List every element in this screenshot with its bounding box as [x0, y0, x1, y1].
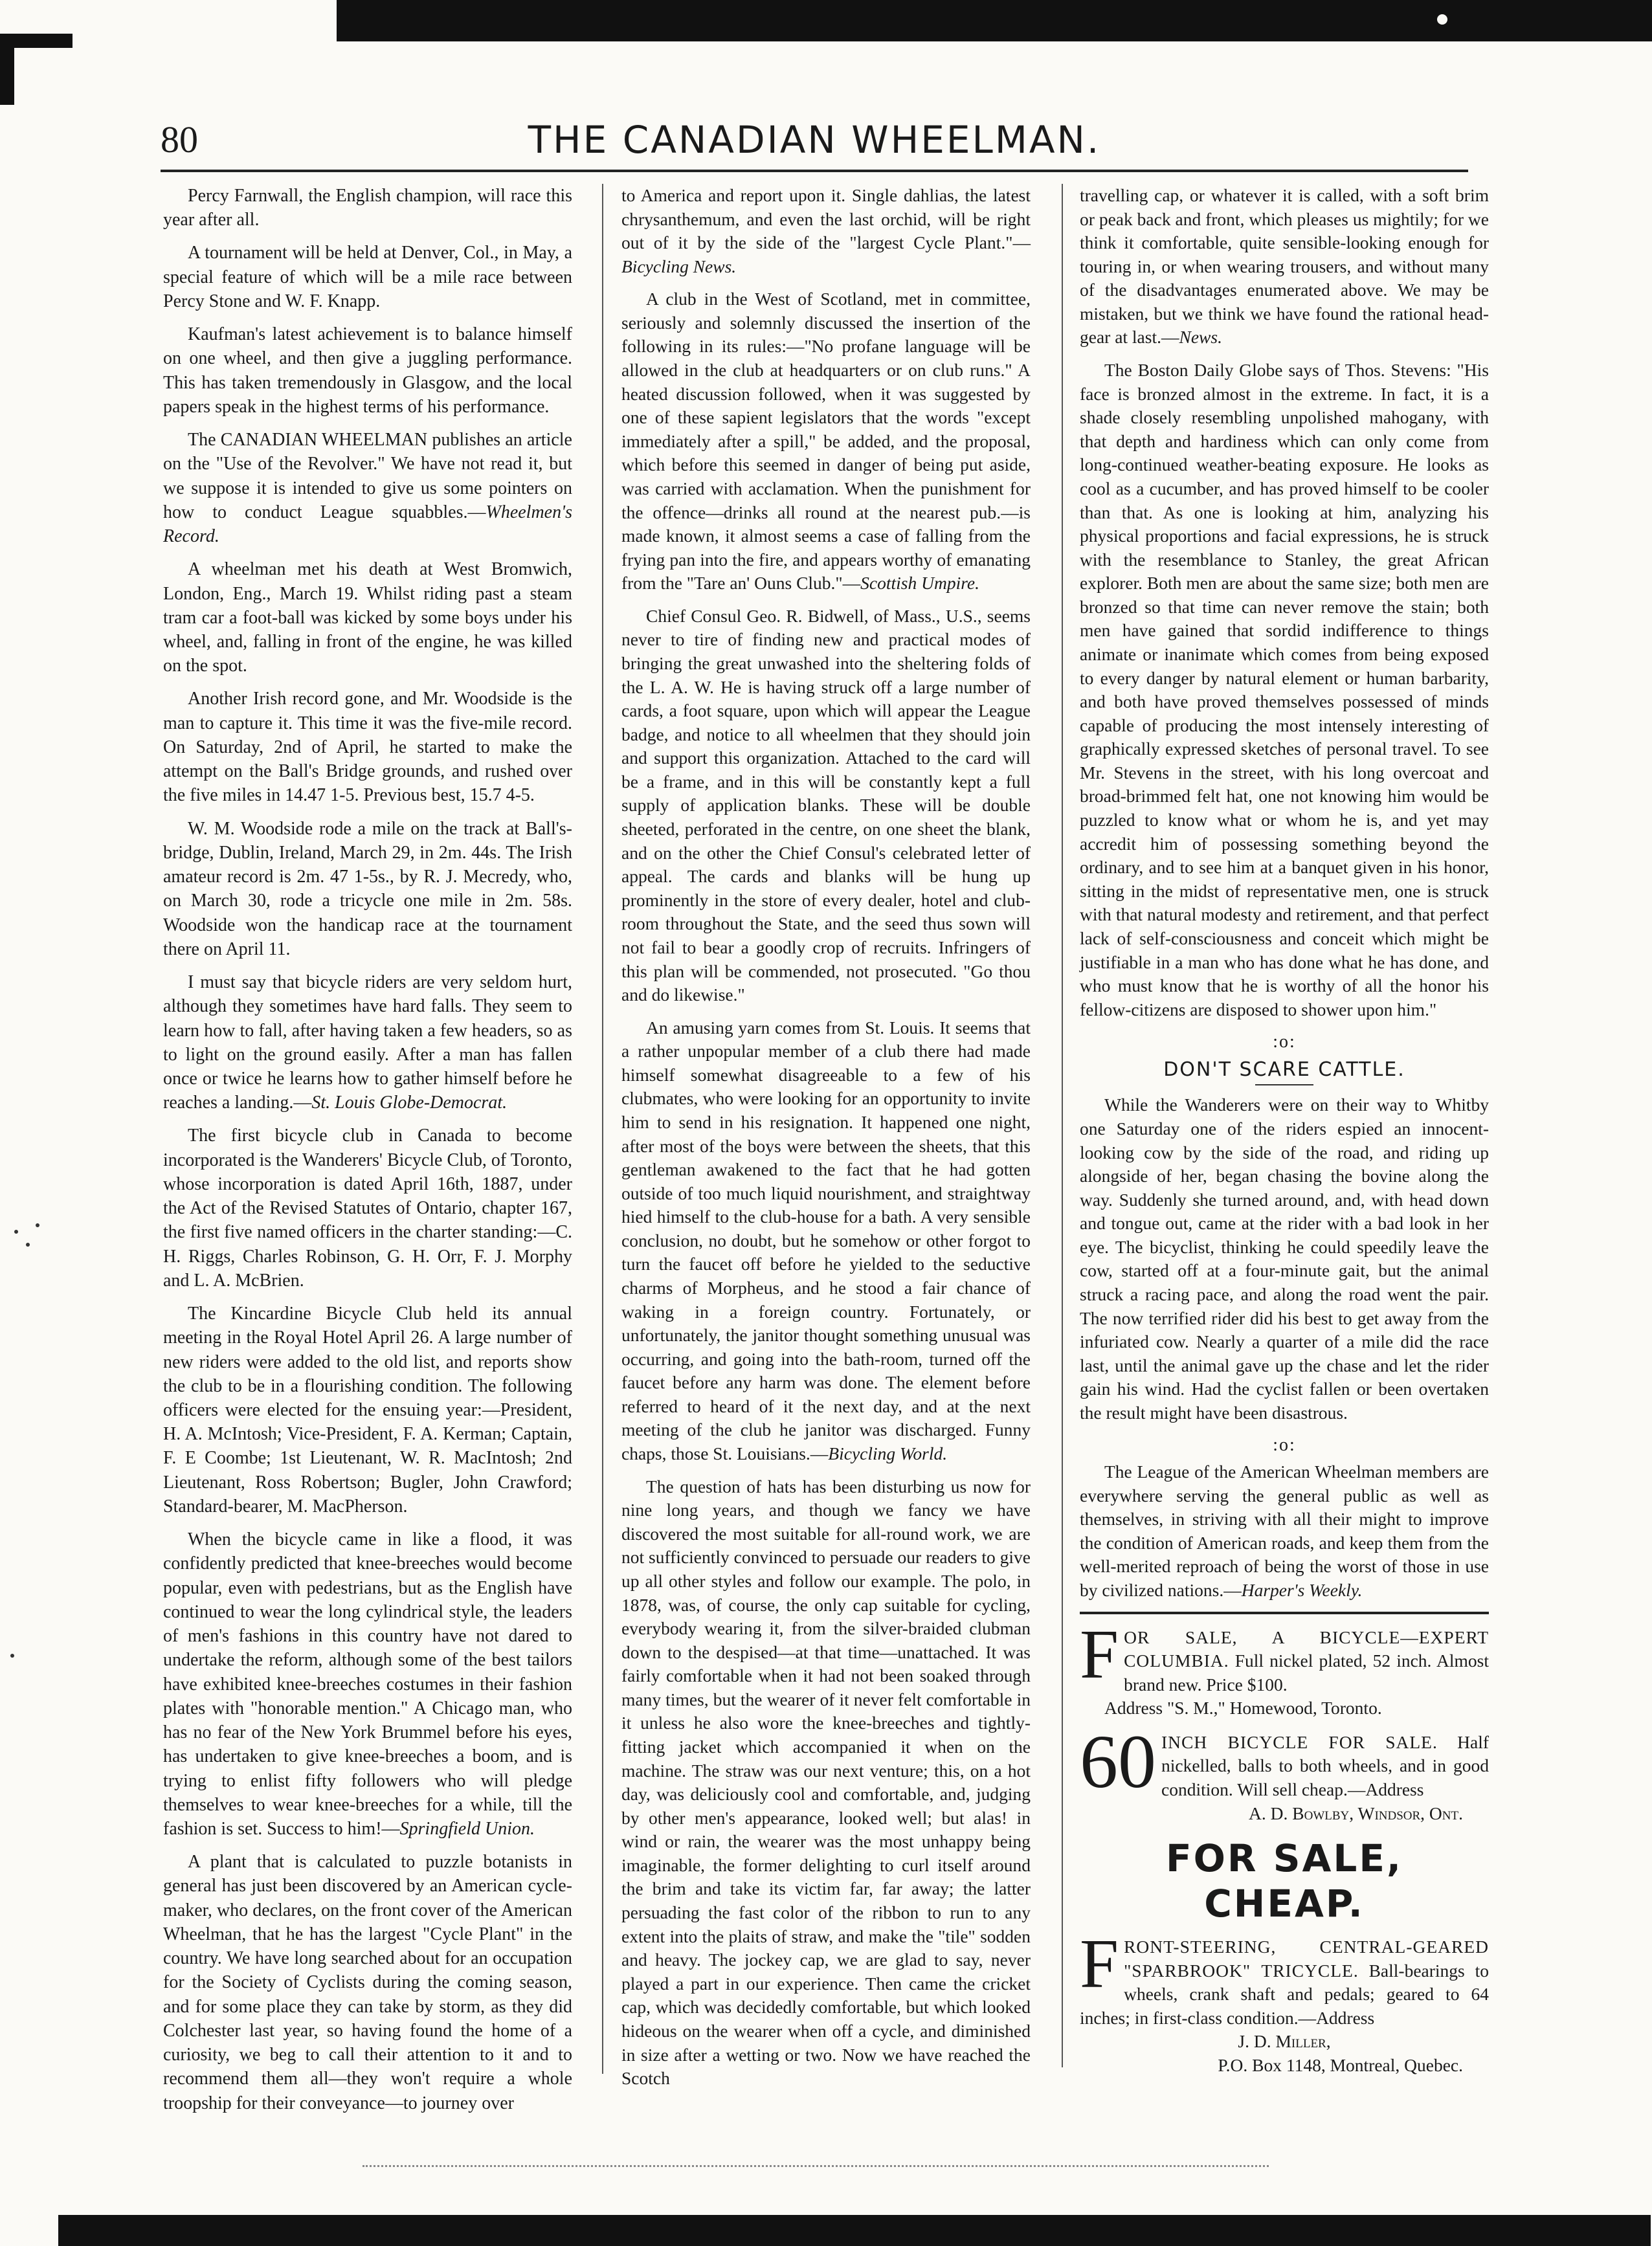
- ad-body: Half nickelled, balls to both wheels, and in good condition. Will sell cheap.—Address: [1161, 1731, 1490, 1799]
- article-paragraph: While the Wanderers were on their way to Whitby one Saturday one of the riders espied an innocent-looking cow by the side of the road, and riding up alongside of her, began chasing the bovine along the way. Suddenly she turned around, and, with head down and tongue out, came at the rider with a bad look in her eye. The bicyclist, thinking he could speedily leave the cow, started off at a four-minute gait, but the animal struck a racing pace, and along the road went the pair. The now terrified rider did his best to get away from the infuriated cow. Nearly a quarter of a mile did the race last, until the animal gave up the chase and let the rider gain his wind. Had the cyclist fallen or been overtaken the result might have been disastrous.: [1080, 1095, 1489, 1423]
- section-title: DON'T SCARE CATTLE.: [1163, 1058, 1405, 1081]
- speck: [14, 1230, 18, 1234]
- article-paragraph: The Boston Daily Globe says of Thos. Stevens: "His face is bronzed almost in the extreme. In fact, it is a shade closely resembling unpolished mahogany, with that depth and hardiness which can only come from long-continued weather-beating exposure. He looks as cool as a cucumber, and has proved himself to be cooler than that. As one is looking at him, analyzing his physical proportions and facial expressions, he is struck with the resemblance to Stanley, the great African explorer. Both men are about the same size; both men are bronzed so that time can never remove the stain; both men have gained that sordid indifference to things animate or inanimate which comes from being exposed to every danger by natural element or human barbarity, and both have proved themselves possessed of minds capable of producing the most intensely interesting of graphically expressed sketches of personal travel. To see Mr. Stevens in the street, with his long overcoat and broad-brimmed felt hat, one not knowing him would be puzzled to know what or whom he is, and yet may accredit him of possessing something beyond the ordinary, and to see him at a banquet given in his honor, sitting in the midst of representative men, one is struck with that natural modesty and retirement, and that perfect lack of self-consciousness and conceit which might be justifiable in a man who has done what he has done, and who must know that he is worthy of all the honor his fellow-citizens are disposed to shower upon him.": [1080, 360, 1489, 1019]
- speck: [10, 1654, 14, 1658]
- speck: [26, 1243, 30, 1247]
- advertisement-rule: [1080, 1612, 1489, 1614]
- article-source: St. Louis Globe-Democrat.: [311, 1093, 508, 1113]
- column-2: [621, 184, 1031, 2100]
- drop-cap: F: [1080, 1926, 1119, 2003]
- article-paragraph: A wheelman met his death at West Bromwich, London, Eng., March 19. Whilst riding past a steam tram car a foot-ball was kicked by some boys under his wheel, and, falling in front of the engine, he was killed on the spot.: [163, 559, 572, 676]
- ad-contact-name: J. D. Miller,: [1238, 2031, 1331, 2052]
- drop-cap: 60: [1080, 1718, 1156, 1804]
- article-paragraph: travelling cap, or whatever it is called, with a soft brim or peak back and front, which pleases us mightily; for we think it comfortable, quite sensible-looking enough for touring in, or when wearing trousers, and without many of the disadvantages enumerated above. We may be mistaken, but we think we have found the rational head-gear at last.—News.: [1080, 185, 1489, 348]
- top-bar-mark: [1437, 14, 1447, 25]
- advertisement-sparbrook-tricycle: [1080, 1926, 1489, 2077]
- masthead-title: THE CANADIAN WHEELMAN.: [528, 118, 1101, 162]
- advertisement-60-inch-bicycle: [1080, 1718, 1490, 1825]
- column-3: [1080, 184, 1489, 2088]
- short-rule: [1255, 1084, 1313, 1085]
- article-paragraph: The League of the American Wheelman members are everywhere serving the general public as well as themselves, in striving with all their might to improve the condition of American roads, and keep them from the well-merited reproach of being the worst of those in use by civilized nations.—Harper's Weekly.: [1080, 1462, 1489, 1600]
- article-paragraph: W. M. Woodside rode a mile on the track at Ball's-bridge, Dublin, Ireland, March 29, in 2m. 44s. The Irish amateur record is 2m. 47 1-5s., by R. J. Mecredy, who, on March 30, rode a tricycle one mile in 2m. 58s. Woodside won the handicap race at the tournament there on April 11.: [163, 818, 572, 959]
- ad-body: Ball-bearings to wheels, crank shaft and pedals; geared to 64 inches; in first-class condition.—Address: [1080, 1960, 1489, 2028]
- ad-headline: INCH BICYCLE FOR SALE.: [1161, 1731, 1438, 1752]
- drop-cap: F: [1080, 1616, 1119, 1693]
- article-paragraph: I must say that bicycle riders are very seldom hurt, although they sometimes have hard falls. They seem to learn how to fall, after having taken a few headers, so as to light on the ground easily. After a man has fallen once or twice he learns how to gather himself before he reaches a landing.—St. Louis Globe-Democrat.: [163, 972, 572, 1113]
- article-source: Harper's Weekly.: [1241, 1579, 1363, 1600]
- article-paragraph: Another Irish record gone, and Mr. Woodside is the man to capture it. This time it was the five-mile record. On Saturday, 2nd of April, he started to make the attempt on the Ball's Bridge grounds, and rushed over the five miles in 14.47 1-5. Previous best, 15.7 4-5.: [163, 689, 572, 806]
- bottom-black-bar: [58, 2215, 1651, 2246]
- article-paragraph: A tournament will be held at Denver, Col., in May, a special feature of which will be a mile race between Percy Stone and W. F. Knapp.: [163, 243, 572, 311]
- column-divider: [1062, 184, 1063, 2067]
- article-paragraph: to America and report upon it. Single dahlias, the latest chrysanthemum, and even the last orchid, will be right out of it by the side of the "largest Cycle Plant."—Bicycling News.: [621, 185, 1031, 276]
- column-1: [163, 184, 572, 2124]
- article-source: Springfield Union.: [399, 1819, 535, 1839]
- page-header: [161, 114, 1468, 172]
- article-paragraph: The CANADIAN WHEELMAN publishes an article on the "Use of the Revolver." We have not read it, but we suppose it is intended to give us some pointers on how to conduct League squabbles.—Wheelmen's Record.: [163, 430, 572, 547]
- corner-mark-vertical: [0, 34, 14, 105]
- article-source: Bicycling News.: [621, 256, 737, 276]
- ad-headline: RONT-STEERING, CENTRAL-GEARED "SPARBROOK" TRICYCLE.: [1124, 1937, 1489, 1981]
- article-paragraph: A plant that is calculated to puzzle botanists in general has just been discovered by an American cycle-maker, who declares, on the front cover of the American Wheelman, that he has the largest "Cycle Plant" in the country. We have long searched about for an occupation for the Society of Cyclists during the coming season, and for some place they can take by storm, as they did Colchester last year, so having found the home of a curiosity, we beg to call their attention to it and to recommend them all—they won't require a whole troopship for their conveyance—to journey over: [163, 1852, 572, 2113]
- ad-body: Full nickel plated, 52 inch. Almost brand new. Price $100.: [1124, 1651, 1490, 1695]
- ad-address: P.O. Box 1148, Montreal, Quebec.: [1218, 2055, 1463, 2076]
- article-paragraph: Chief Consul Geo. R. Bidwell, of Mass., U.S., seems never to tire of finding new and practical modes of bringing the great unwashed into the sheltering folds of the L. A. W. He is having struck off a large number of cards, a foot square, upon which will appear the League badge, and notice to all wheelmen that they should join and support this organization. Attached to the card will be a frame, and in this will be constantly kept a full supply of application blanks. These will be double sheeted, perforated in the centre, on one sheet the blank, and on the other the Chief Consul's celebrated letter of appeal. The cards and blanks will be hung up prominently in the store of every dealer, hotel and club-room throughout the State, and the seed thus sown will not fail to bear a goodly crop of recruits. Infringers of this plan will be commended, not prosecuted. "Go thou and do likewise.": [621, 605, 1031, 1005]
- article-paragraph: The question of hats has been disturbing us now for nine long years, and though we fancy we have discovered the most suitable for all-round work, we are not sufficiently convinced to persuade our readers to give up all other styles and follow our example. The polo, in 1878, was, of course, the only cap suitable for cycling, everybody wearing it, from the silver-braided clubman down to the despised—at that time—unattached. It was fairly comfortable when it had not been soaked through many times, but the wearer of it never felt comfortable in it unless he also wore the knee-breeches and tightly-fitting jacket which accompanied it when on the machine. The straw was our next venture; this, on a hot day, was deliciously cool and comfortable, and, judging by other men's appearance, looked well; but alas! in wind or rain, the wearer was the most unhappy being imaginable, the former delighting to curl itself around the brim and take its victim far, far away; the latter persuading the fast color of the ribbon to run to any extent into the plaits of straw, and make the "tile" sodden and heavy. The jockey cap, we are glad to say, never played a part in our experience. Then came the cricket cap, which was decidedly comfortable, but which looked hideous on the wearer when off a cycle, and diminished in size after a wetting or two. Now we have reached the Scotch: [621, 1476, 1031, 2089]
- article-paragraph: A club in the West of Scotland, met in committee, seriously and solemnly discussed the insertion of the following in its rules:—"No profane language will be allowed in the club at headquarters or on club runs." A heated discussion followed, when it was suggested by one of these sapient legislators that the words "except immediately after a spill," be added, and the proposal, which before this seemed in danger of being put aside, was carried with acclamation. When the punishment for the offence—drinks all round at the nearest pub.—is made known, it almost seems a case of falling from the frying pan into the fire, and appears worthy of emanating from the "Tare an' Ouns Club."—Scottish Umpire.: [621, 289, 1031, 594]
- advertisement-bicycle-columbia: [1080, 1616, 1490, 1720]
- article-paragraph: The first bicycle club in Canada to become incorporated is the Wanderers' Bicycle Club, of Toronto, whose incorporation is dated April 16th, 1887, under the Act of the Revised Statutes of Ontario, chapter 167, the first five named officers in the charter standing:—C. H. Riggs, Charles Robinson, G. H. Orr, F. J. Morphy and L. A. McBrien.: [163, 1126, 572, 1291]
- header-rule: [161, 170, 1468, 172]
- speck: [36, 1223, 39, 1227]
- for-sale-heading: FOR SALE, CHEAP.: [1165, 1836, 1403, 1926]
- top-black-bar: [337, 0, 1652, 41]
- ad-address: Address "S. M.," Homewood, Toronto.: [1104, 1698, 1382, 1718]
- page-number: 80: [161, 118, 198, 161]
- article-source: Wheelmen's Record.: [163, 502, 572, 547]
- separator: :o:: [1273, 1032, 1296, 1052]
- article-paragraph: Percy Farnwall, the English champion, will race this year after all.: [163, 186, 572, 230]
- article-paragraph: When the bicycle came in like a flood, it was confidently predicted that knee-breeches would become popular, even with pedestrians, but as the English have continued to wear the long cylindrical style, the leaders of men's fashions in this country have not dared to undertake the reform, although some of the best tailors have exhibited knee-breeches costumes in their fashion plates with "honorable mention." A Chicago man, who has no fear of the New York Brummel before his eyes, has undertaken to give knee-breeches a boom, and is trying to enlist fifty followers who will pledge themselves to wear knee-breeches for a while, till the fashion is set. Success to him!—Springfield Union.: [163, 1529, 572, 1839]
- article-source: Bicycling World.: [828, 1443, 948, 1464]
- article-source: Scottish Umpire.: [860, 573, 979, 594]
- column-divider: [602, 184, 603, 2074]
- article-paragraph: The Kincardine Bicycle Club held its annual meeting in the Royal Hotel April 26. A large number of new riders were added to the old list, and reports show the club to be in a flourishing condition. The following officers were elected for the ensuing year:—President, H. A. McIntosh; Vice-President, F. A. Kerman; Captain, F. E Coombe; 1st Lieutenant, W. R. MacIntosh; 2nd Lieutenant, Ross Robertson; Bugler, John Crawford; Standard-bearer, M. MacPherson.: [163, 1304, 572, 1517]
- article-paragraph: Kaufman's latest achievement is to balance himself on one wheel, and then give a juggling performance. This has taken tremendously in Glasgow, and the local papers speak in the highest terms of his performance.: [163, 324, 572, 417]
- article-source: News.: [1179, 327, 1222, 348]
- ad-headline: OR SALE, A BICYCLE—EXPERT COLUMBIA.: [1124, 1627, 1489, 1671]
- bottom-dotted-line: [363, 2165, 1269, 2170]
- ad-address: A. D. Bowlby, Windsor, Ont.: [1249, 1803, 1463, 1823]
- separator: :o:: [1273, 1435, 1296, 1456]
- article-paragraph: An amusing yarn comes from St. Louis. It seems that a rather unpopular member of a club there had made himself somewhat disagreeable to a few of his clubmates, who were looking for an opportunity to invite him to send in his resignation. It happened one night, after most of the boys were between the sheets, that this gentleman awakened to the fact that he had gotten outside of too much liquid nourishment, and straightway hied himself to the club-house for a bath. A very sensible conclusion, no doubt, but he somehow or other forgot to turn the faucet off before he yielded to the seductive charms of Morpheus, and he stood a fair chance of waking in a foreign country. Fortunately, or unfortunately, the janitor thought something unusual was occurring, and going into the bath-room, turned off the faucet before any harm was done. The element before referred to heard of it the next day, and at the next meeting of the club he janitor was discharged. Funny chaps, those St. Louisians.—Bicycling World.: [621, 1017, 1031, 1464]
